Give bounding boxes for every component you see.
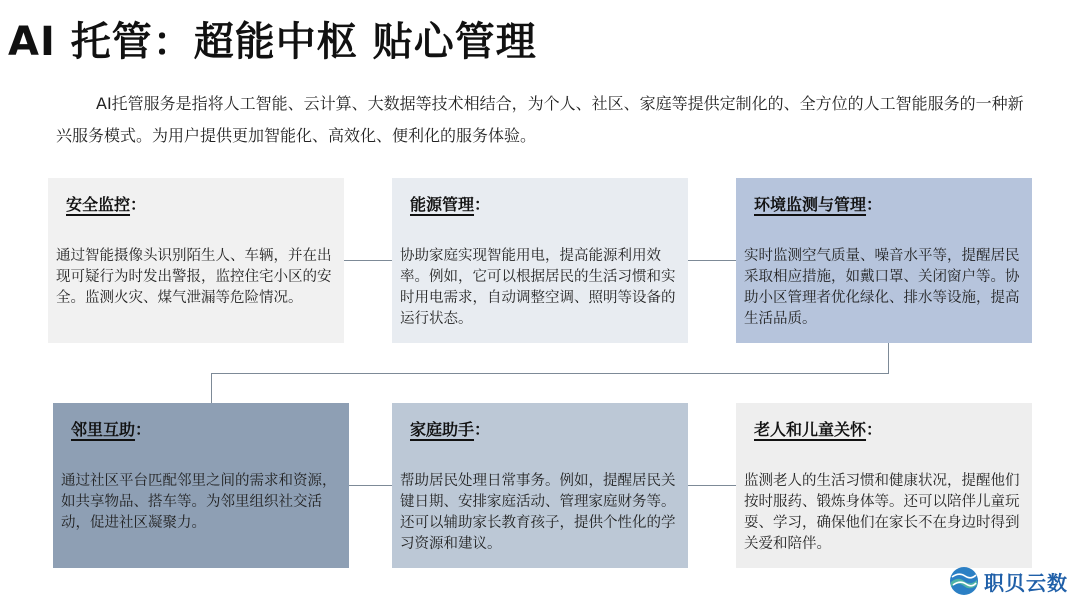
logo-text: 职贝云数 (984, 570, 1068, 595)
connector-line (349, 485, 392, 486)
card-elderly-children-care (736, 403, 1032, 568)
card-title: 老人和儿童关怀： (754, 420, 883, 439)
card-title: 环境监测与管理： (754, 195, 883, 214)
connector-line (888, 343, 889, 373)
connector-line (211, 373, 889, 374)
card-environment-monitoring (736, 178, 1032, 343)
page-title: AI 托管：超能中枢 贴心管理 (8, 19, 537, 65)
card-body: 实时监测空气质量、噪音水平等，提醒居民采取相应措施，如戴口罩、关闭窗户等。协助小区管理者优化绿化、排水等设施，提高生活品质。 (744, 248, 1020, 327)
card-body: 协助家庭实现智能用电，提高能源利用效率。例如，它可以根据居民的生活习惯和实时用电需求，自动调整空调、照明等设备的运行状态。 (400, 248, 676, 327)
brand-logo (948, 566, 1068, 596)
card-body: 通过智能摄像头识别陌生人、车辆，并在出现可疑行为时发出警报，监控住宅小区的安全。监测火灾、煤气泄漏等危险情况。 (56, 248, 332, 306)
card-title: 家庭助手： (410, 420, 491, 439)
card-body: 帮助居民处理日常事务。例如，提醒居民关键日期、安排家庭活动、管理家庭财务等。还可以辅助家长教育孩子，提供个性化的学习资源和建议。 (400, 473, 676, 552)
card-title: 安全监控： (66, 195, 147, 214)
card-body: 监测老人的生活习惯和健康状况，提醒他们按时服药、锻炼身体等。还可以陪伴儿童玩耍、学习，确保他们在家长不在身边时得到关爱和陪伴。 (744, 473, 1020, 552)
card-body: 通过社区平台匹配邻里之间的需求和资源，如共享物品、搭车等。为邻里组织社交活动，促进社区凝聚力。 (61, 473, 337, 531)
card-title: 能源管理： (410, 195, 491, 214)
globe-wave-logo-icon (948, 565, 980, 597)
card-neighbor-help (53, 403, 349, 568)
connector-line (688, 485, 736, 486)
connector-line (344, 260, 392, 261)
card-title: 邻里互助： (71, 420, 152, 439)
connector-line (688, 260, 736, 261)
card-family-assistant (392, 403, 688, 568)
connector-line (211, 373, 212, 403)
card-energy-management (392, 178, 688, 343)
card-security-monitoring (48, 178, 344, 343)
intro-paragraph: AI托管服务是指将人工智能、云计算、大数据等技术相结合，为个人、社区、家庭等提供定制化的、全方位的人工智能服务的一种新兴服务模式。为用户提供更加智能化、高效化、便利化的服务体验。 (56, 94, 1024, 145)
